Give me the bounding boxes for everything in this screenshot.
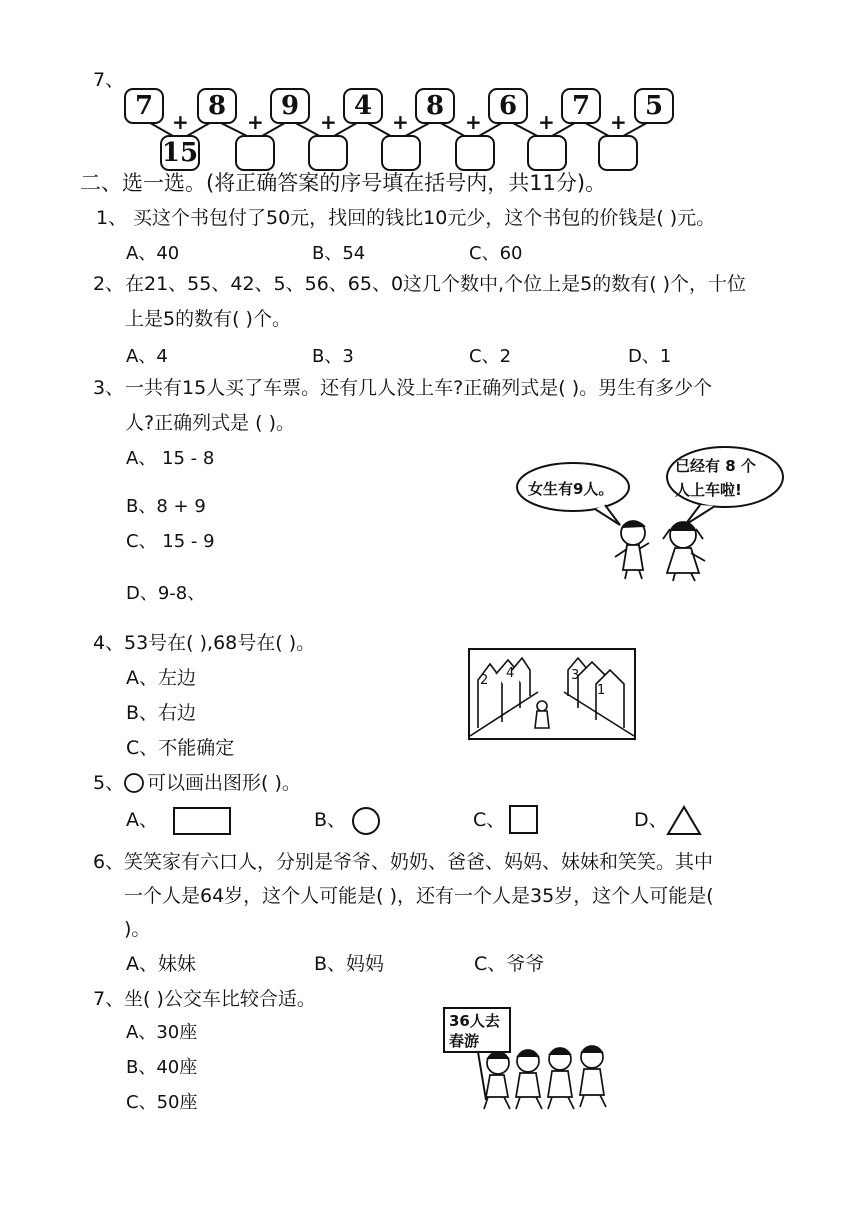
option[interactable]: A、左边 <box>126 667 196 689</box>
option[interactable]: D、1 <box>628 346 672 367</box>
question-text: 笑笑家有六口人，分别是爷爷、奶奶、爸爸、妈妈、妹妹和笑笑。其中 <box>124 851 714 873</box>
section-title: 二、选一选。(将正确答案的序号填在括号内，共11分)。 <box>80 171 607 195</box>
option[interactable]: C、2 <box>469 346 512 367</box>
question-text: 坐( )公交车比较合适。 <box>124 988 316 1010</box>
question-number: 3、 <box>93 377 125 399</box>
street-houses-illustration <box>468 648 636 740</box>
option[interactable]: D、9-8、 <box>126 583 206 604</box>
plus-sign: + <box>538 110 555 134</box>
chain-top-box: 8 <box>415 88 455 124</box>
option[interactable]: B、8 + 9 <box>126 496 206 517</box>
chain-answer-box[interactable] <box>381 135 421 171</box>
question-text: 买这个书包付了50元，找回的钱比10元少，这个书包的价钱是( )元。 <box>133 207 716 229</box>
chain-answer-box[interactable] <box>308 135 348 171</box>
chain-top-box: 4 <box>343 88 383 124</box>
plus-sign: + <box>465 110 482 134</box>
house-number: 2 <box>480 673 489 688</box>
question-number: 7、 <box>93 988 125 1010</box>
chain-answer-box[interactable] <box>235 135 275 171</box>
plus-sign: + <box>172 110 189 134</box>
option[interactable]: C、 15 - 9 <box>126 531 215 552</box>
question-number: 5、 <box>93 772 125 794</box>
chain-top-box: 8 <box>197 88 237 124</box>
question-text: 上是5的数有( )个。 <box>125 308 291 330</box>
question-text: 人?正确列式是 ( )。 <box>125 412 295 434</box>
bubble-left-text: 女生有9人。 <box>528 480 614 498</box>
house-number: 1 <box>597 683 606 698</box>
question-number: 2、 <box>93 273 125 295</box>
option[interactable]: B、54 <box>312 243 366 264</box>
option[interactable]: D、 <box>634 809 668 831</box>
option[interactable]: A、40 <box>126 243 180 264</box>
option[interactable]: C、 <box>473 809 506 831</box>
question-text: 在21、55、42、5、56、65、0这几个数中,个位上是5的数有( )个，十位 <box>125 273 747 295</box>
question-text: 可以画出图形( )。 <box>147 772 301 794</box>
question-number: 4、 <box>93 632 125 654</box>
chain-answer-box[interactable] <box>598 135 638 171</box>
sign-text: 36人去 <box>449 1012 500 1030</box>
triangle-shape-icon <box>666 804 702 836</box>
option[interactable]: B、3 <box>312 346 354 367</box>
option[interactable]: B、 <box>314 809 347 831</box>
option[interactable]: C、50座 <box>126 1092 198 1113</box>
plus-sign: + <box>247 110 264 134</box>
boy-figure <box>615 521 649 579</box>
chain-top-box: 9 <box>270 88 310 124</box>
option[interactable]: C、不能确定 <box>126 737 235 759</box>
option[interactable]: A、妹妹 <box>126 953 196 975</box>
question-text: 一共有15人买了车票。还有几人没上车?正确列式是( )。男生有多少个 <box>125 377 713 399</box>
house-number: 3 <box>571 668 580 683</box>
option[interactable]: C、爷爷 <box>474 953 545 975</box>
chain-top-box: 6 <box>488 88 528 124</box>
plus-sign: + <box>610 110 627 134</box>
option[interactable]: C、60 <box>469 243 523 264</box>
circle-icon <box>123 772 145 794</box>
girl-figure <box>663 522 705 581</box>
rectangle-shape-icon <box>172 806 232 836</box>
plus-sign: + <box>320 110 337 134</box>
option[interactable]: A、30座 <box>126 1022 198 1043</box>
chain-top-box: 5 <box>634 88 674 124</box>
chain-top-box: 7 <box>124 88 164 124</box>
chain-answer-box[interactable] <box>455 135 495 171</box>
chain-answer-box[interactable] <box>527 135 567 171</box>
chain-top-box: 7 <box>561 88 601 124</box>
house-number: 4 <box>506 666 515 681</box>
option[interactable]: A、4 <box>126 346 168 367</box>
option[interactable]: B、40座 <box>126 1057 198 1078</box>
chain-answer-box[interactable]: 15 <box>160 135 200 171</box>
option[interactable]: B、右边 <box>126 702 197 724</box>
question-text: 一个人是64岁，这个人可能是( )，还有一个人是35岁，这个人可能是( <box>124 885 714 907</box>
bubble-right-text: 已经有 8 个 <box>675 457 756 475</box>
option[interactable]: B、妈妈 <box>314 953 385 975</box>
question-number: 7、 <box>93 69 125 91</box>
option[interactable]: A、 15 - 8 <box>126 448 215 469</box>
bubble-right-text: 人上车啦! <box>675 481 742 499</box>
sign-text: 春游 <box>449 1032 480 1050</box>
question-text: 53号在( ),68号在( )。 <box>124 632 316 654</box>
option[interactable]: A、 <box>126 809 158 831</box>
question-number: 6、 <box>93 851 125 873</box>
circle-shape-icon <box>350 805 382 837</box>
question-text: )。 <box>124 918 151 940</box>
square-shape-icon <box>508 804 540 836</box>
question-number: 1、 <box>96 207 128 229</box>
plus-sign: + <box>392 110 409 134</box>
